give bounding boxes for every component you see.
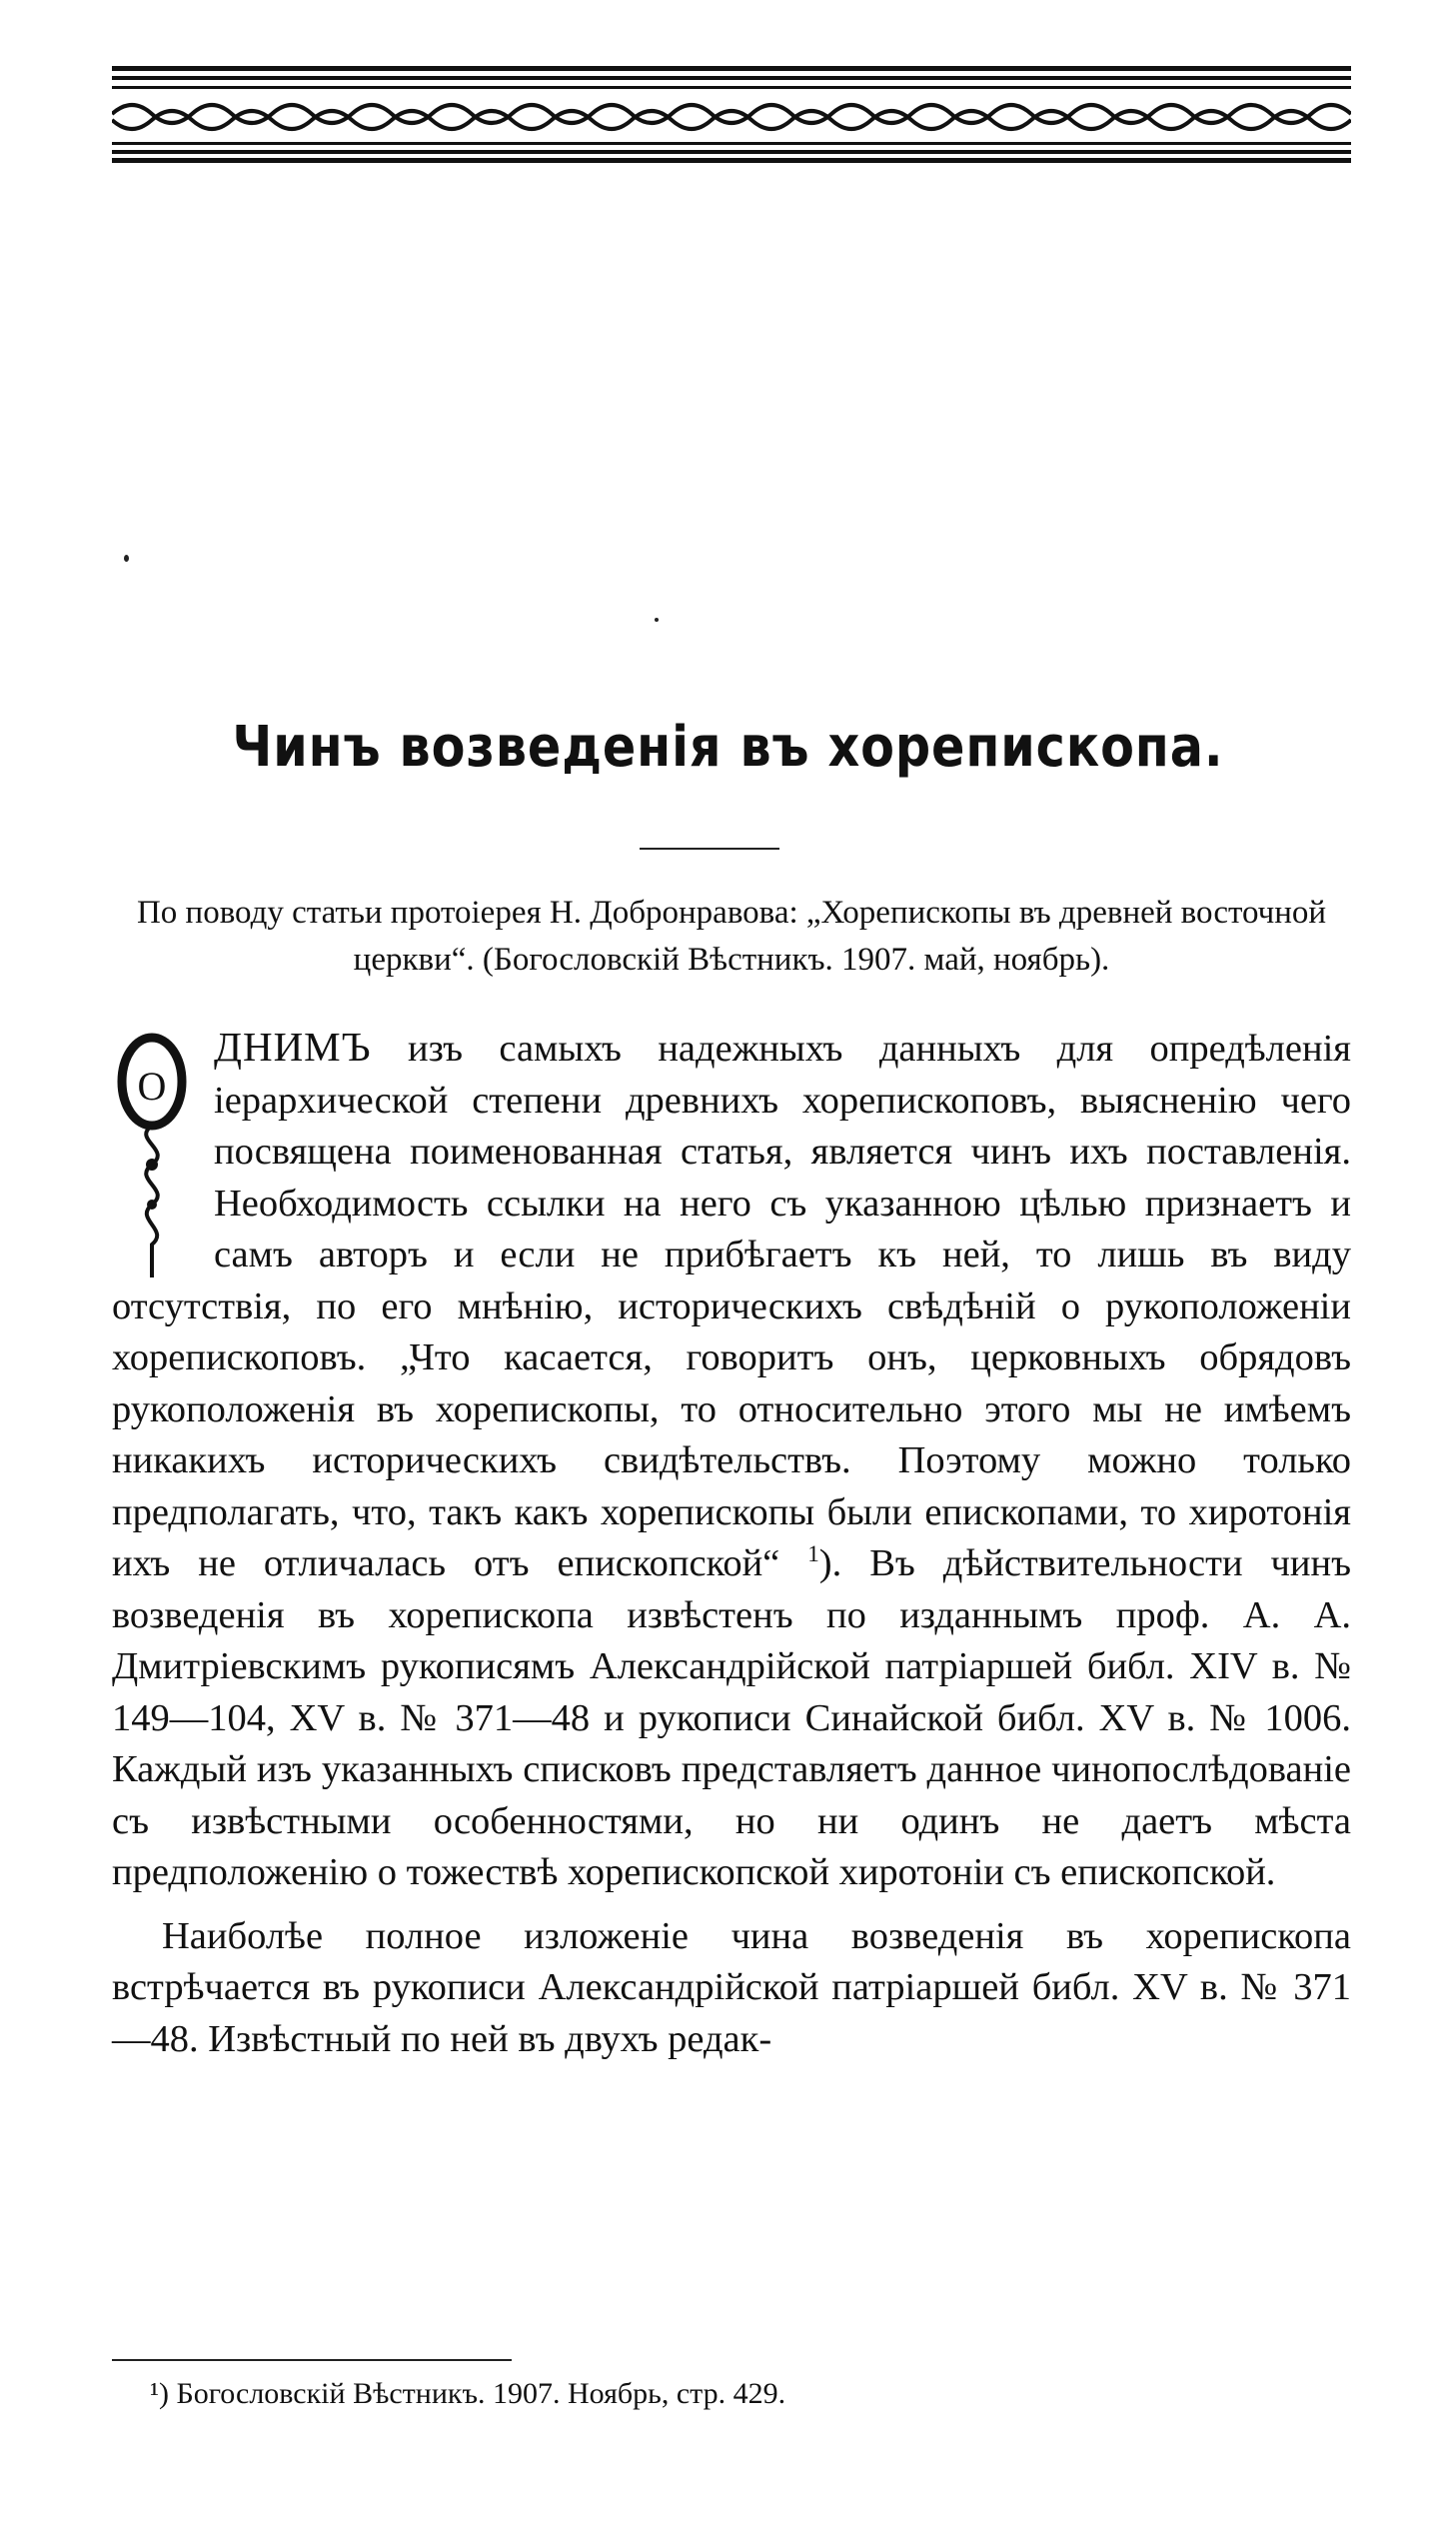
document-subtitle: По поводу статьи протоіерея Н. Добронравова: „Хорепископы въ древней восточной церкви“. (Богословскій Вѣстникъ. 1907. май, ноябрь). (136, 895, 1327, 978)
paragraph-2: Наиболѣе полное изложеніе чина возведенія въ хорепископа встрѣчается въ рукописи Александрійской патріаршей библ. XV в. № 371—48. Извѣстный по ней въ двухъ редак- (112, 1914, 1351, 2060)
document-title: Чинъ возведенія въ хорепископа. (232, 715, 1224, 780)
paragraph-1-end: ). Въ дѣйствительности чинъ возведенія въ хорепископа извѣстенъ по изданнымъ проф. А. А. Дмитріевскимъ рукописямъ Александрійской патріаршей библ. XIV в. № 149—104, XV в. № 371—48 и рукописи Синайской библ. XV в. № 1006. Каждый изъ указанныхъ списковъ представляетъ данное чинопослѣдованіе съ извѣстными особенностями, но ни одинъ не даетъ мѣста предположенію о тожествѣ хорепископской хиротоніи съ епископской. (112, 1542, 1351, 1893)
footnote-divider (112, 2359, 512, 2361)
footnote-ref: 1 (807, 1540, 819, 1567)
footnote: ¹) Богословскій Вѣстникъ. 1907. Ноябрь, стр. 429. (150, 2377, 786, 2410)
print-speck (655, 618, 659, 622)
print-speck (124, 555, 129, 562)
paragraph-1-text: изъ самыхъ надежныхъ данныхъ для опредѣленія іерархической степени древнихъ хорепископовъ, выясненію чего посвящена поименованная статья, является чинъ ихъ поставленія. Необходимость ссылки на него съ указанною цѣлью признаетъ и самъ авторъ и если не прибѣгаетъ къ ней, то лишь въ виду отсутствія, по его мнѣнію, историческихъ свѣдѣній о рукоположеніи хорепископовъ. „Что касается, говоритъ онъ, церковныхъ обрядовъ рукоположенія въ хорепископы, то относительно этого мы не имѣемъ никакихъ историческихъ свидѣтельствъ. Поэтому можно только предполагать, что, такъ какъ хорепископы были епископами, то хиротонія ихъ не отличалась отъ епископской“ (112, 1028, 1351, 1584)
body-text (112, 1022, 1351, 2065)
header-ornament (112, 64, 1351, 164)
dropcap-letter: О (137, 1064, 167, 1109)
lead-word: ДНИМЪ (214, 1024, 372, 1070)
paragraph-1 (112, 1022, 1351, 1899)
title-divider (640, 848, 779, 850)
ornamental-dropcap (112, 1030, 200, 1279)
